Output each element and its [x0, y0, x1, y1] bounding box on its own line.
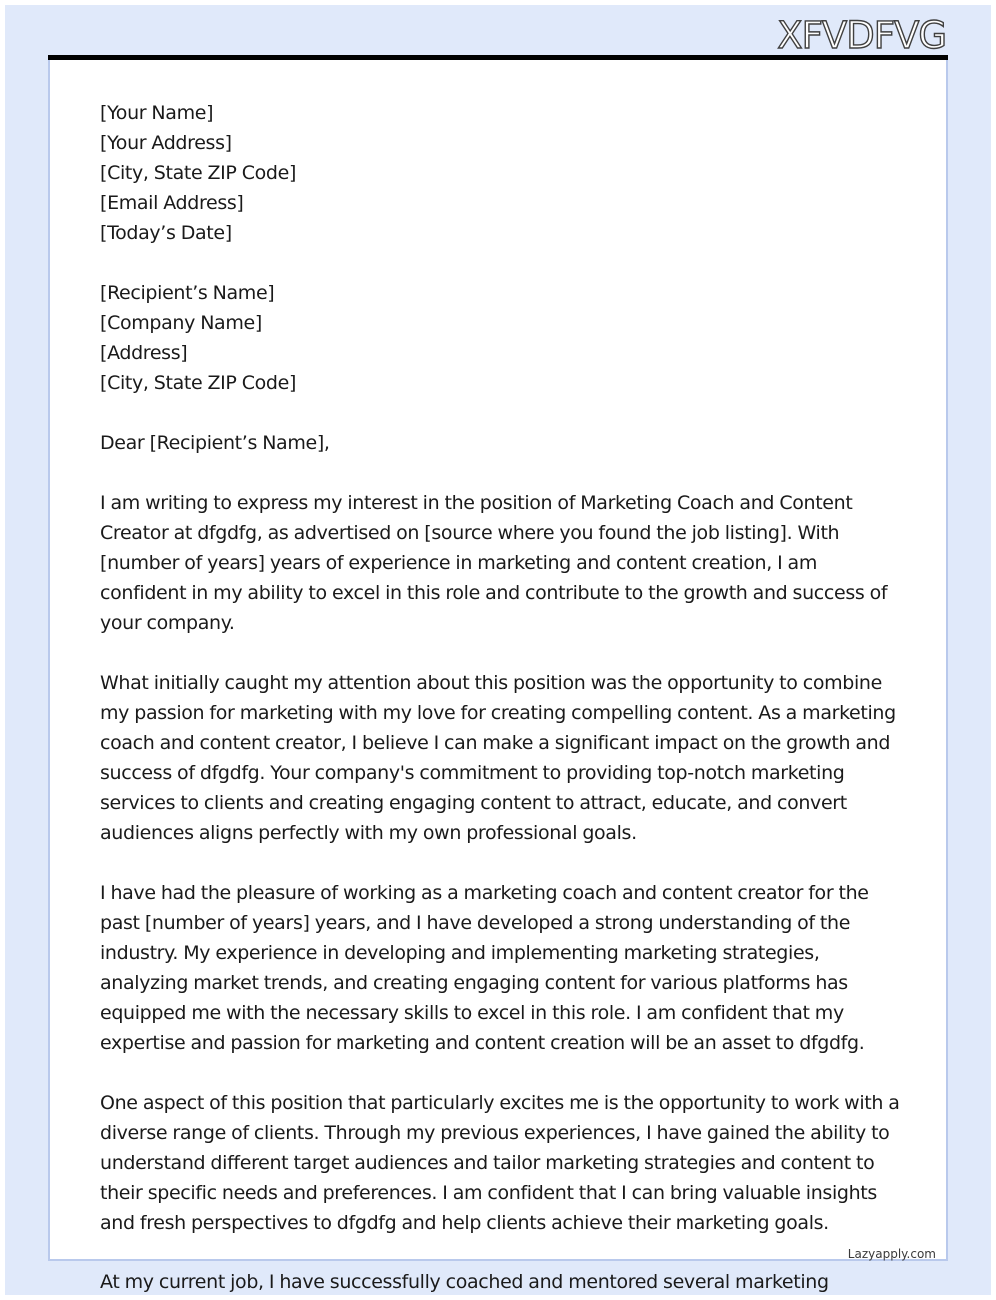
sender-city-state-zip: [City, State ZIP Code] [100, 162, 297, 184]
paragraph-attention: What initially caught my attention about this position was the opportunity to combine my passion for marketing with my love for creating compelling content. As a marketing coach and content creator, I believe I can make a significant impact on the growth and success of dfgdfg. Your company's commitment to providing top-notch marketing services to clients and creating engaging content to attract, educate, and convert audiences aligns perfectly with my own professional goals. [100, 672, 896, 844]
recipient-block [100, 278, 900, 398]
sender-date: [Today’s Date] [100, 222, 232, 244]
brand-title: XFVDFVG [777, 14, 946, 57]
sender-address: [Your Address] [100, 132, 232, 154]
paragraph-intro: I am writing to express my interest in the position of Marketing Coach and Content Creator at dfgdfg, as advertised on [source where you found the job listing]. With [number of years] years of experience in marketing and content creation, I am confident in my ability to excel in this role and contribute to the growth and success of your company. [100, 492, 888, 634]
salutation: Dear [Recipient’s Name], [100, 432, 330, 454]
sender-email: [Email Address] [100, 192, 244, 214]
sender-block [100, 98, 900, 248]
paragraph-clients: One aspect of this position that particularly excites me is the opportunity to work with a diverse range of clients. Through my previous experiences, I have gained the ability to understand different target audiences and tailor marketing strategies and content to their specific needs and preferences. I am confident that I can bring valuable insights and fresh perspectives to dfgdfg and help clients achieve their marketing goals. [100, 1092, 900, 1234]
recipient-name: [Recipient’s Name] [100, 282, 275, 304]
paragraph-experience: I have had the pleasure of working as a marketing coach and content creator for the past [number of years] years, and I have developed a strong understanding of the industry. My experience in developing and implementing marketing strategies, analyzing market trends, and creating engaging content for various platforms has equipped me with the necessary skills to excel in this role. I am confident that my expertise and passion for marketing and content creation will be an asset to dfgdfg. [100, 882, 869, 1054]
sender-name: [Your Name] [100, 102, 214, 124]
footer-site-label: Lazyapply.com [847, 1247, 936, 1261]
recipient-city-state-zip: [City, State ZIP Code] [100, 372, 297, 394]
recipient-company: [Company Name] [100, 312, 262, 334]
recipient-address: [Address] [100, 342, 188, 364]
cover-letter-body [100, 98, 900, 1268]
next-page-paragraph-line: At my current job, I have successfully coached and mentored several marketing [100, 1271, 829, 1293]
